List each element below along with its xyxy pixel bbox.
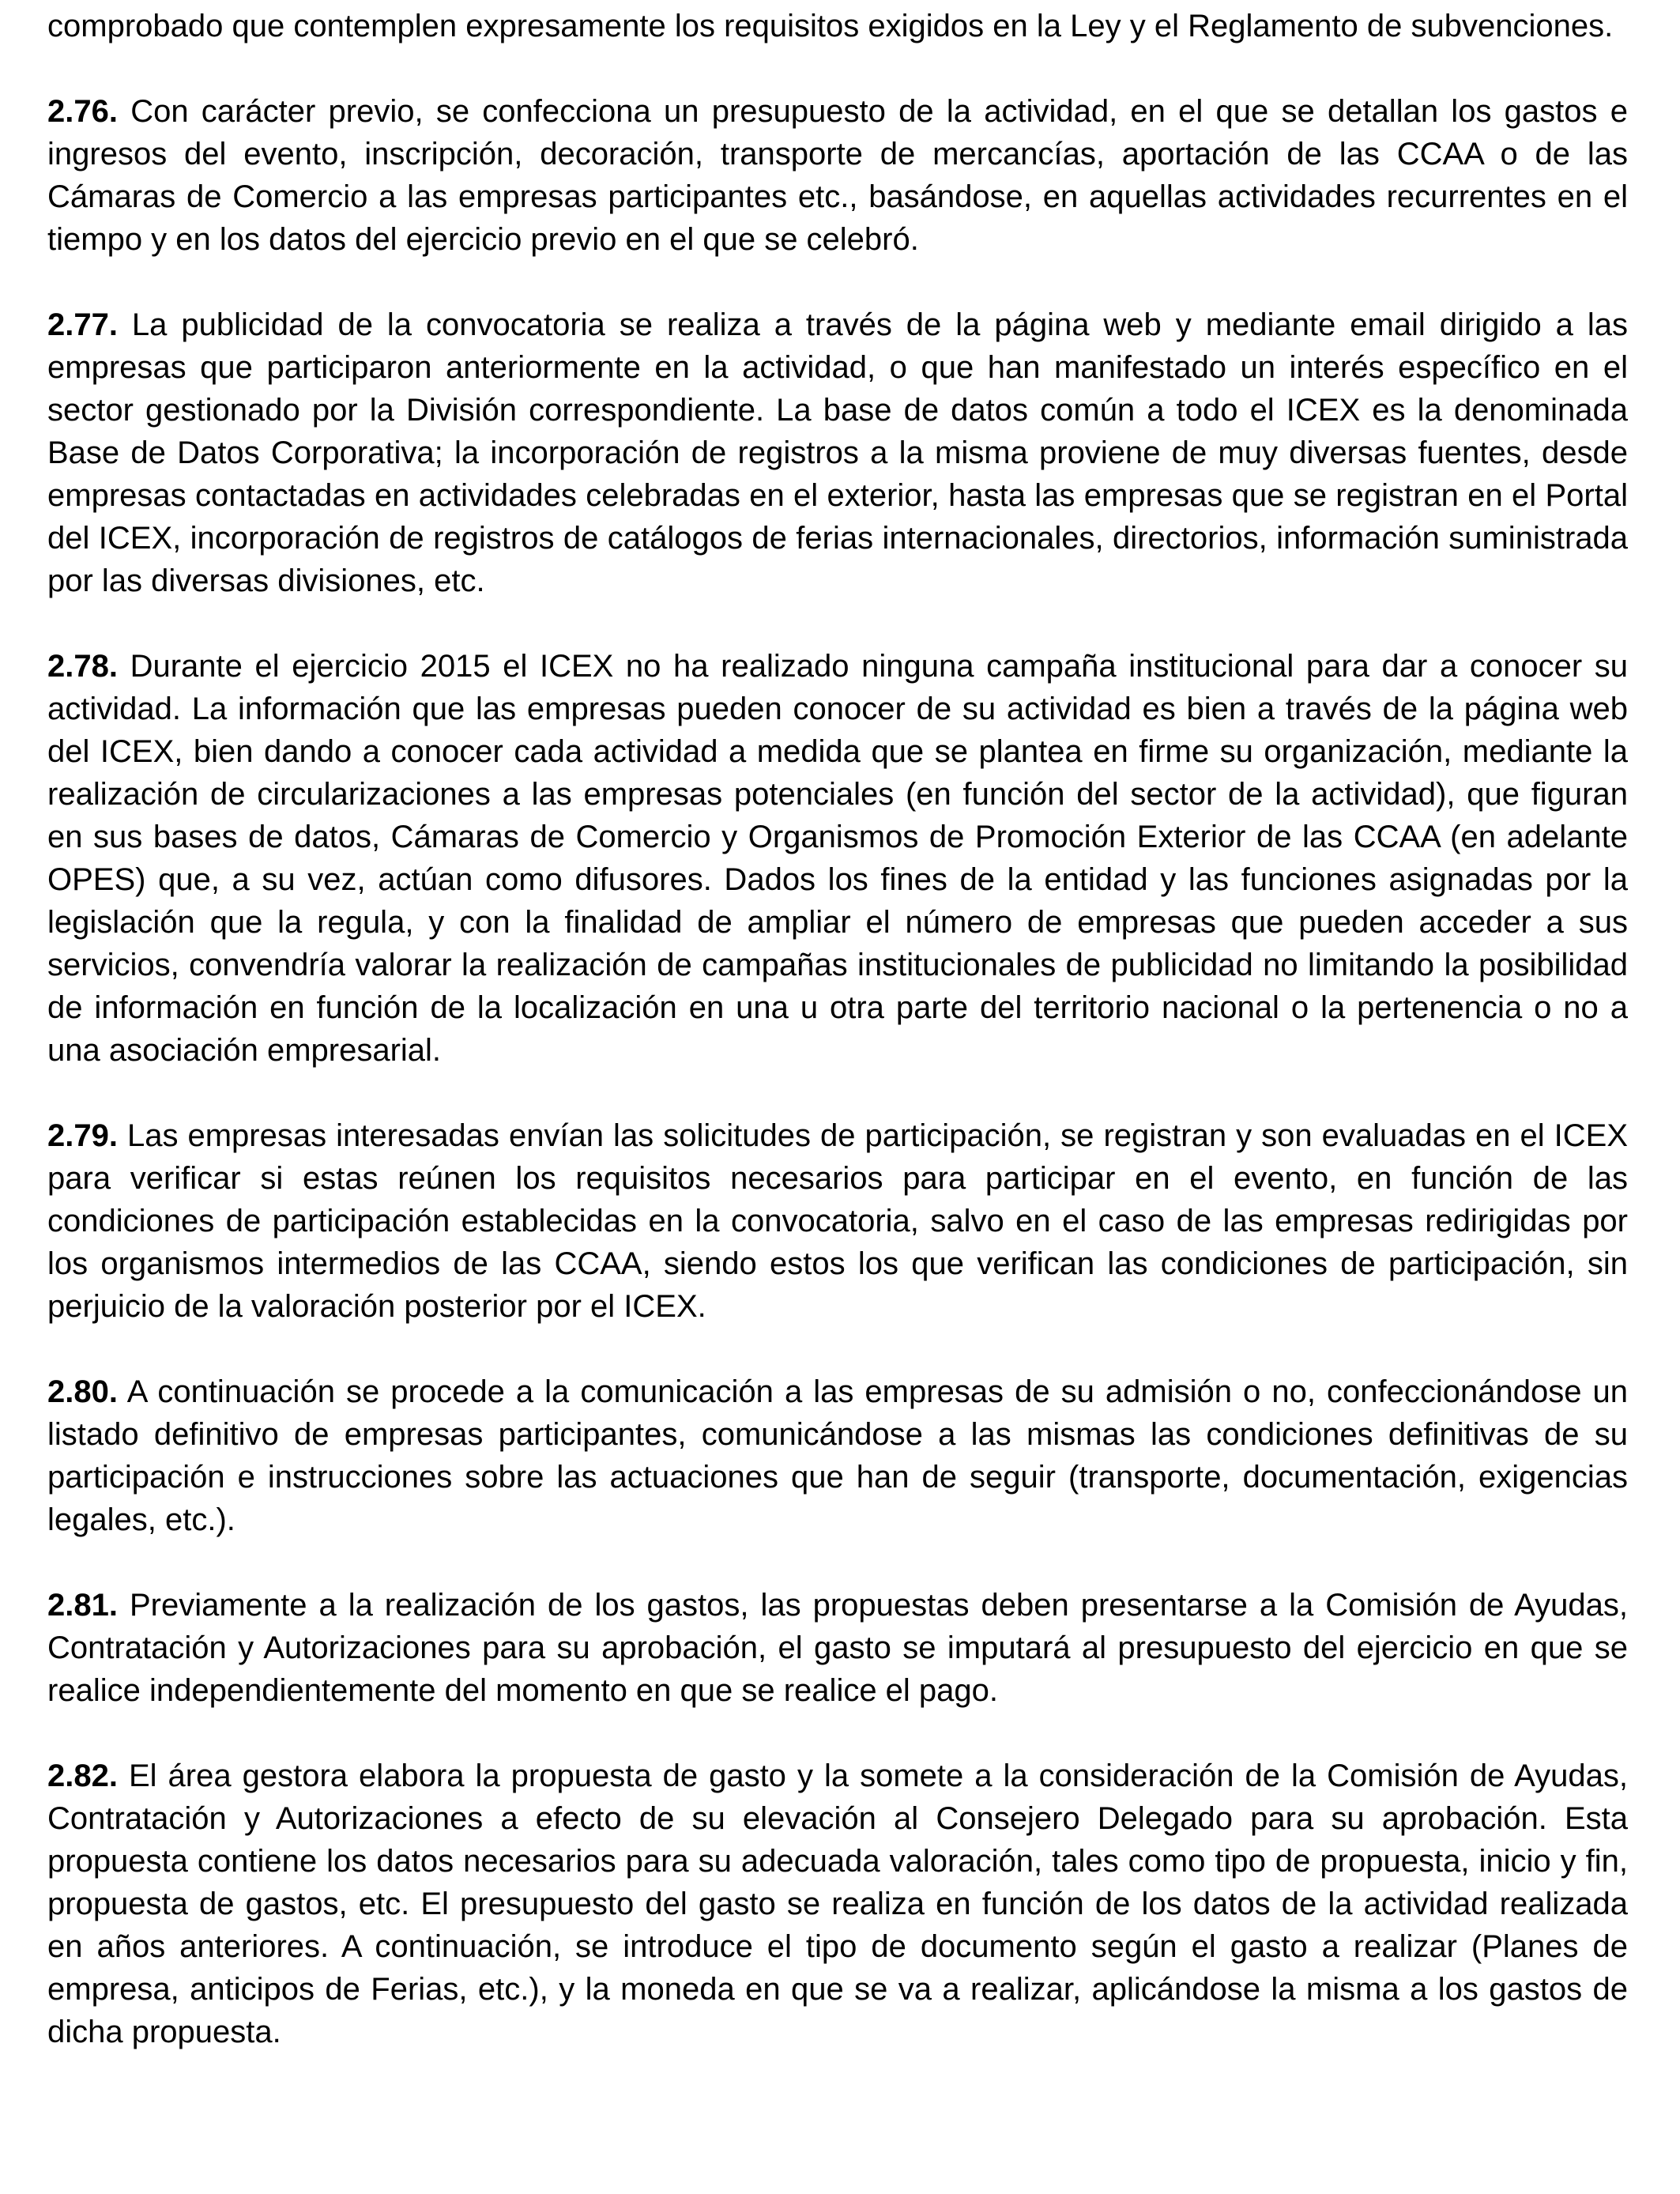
paragraph-text: Durante el ejercicio 2015 el ICEX no ha realizado ninguna campaña institucional para dar a conocer su actividad. La información que las empresas pueden conocer de su actividad es bien a través de la página web del ICEX, bien dando a conocer cada actividad a medida que se plantea en firme su organización, mediante la realización de circularizaciones a las empresas potenciales (en función del sector de la actividad), que figuran en sus bases de datos, Cámaras de Comercio y Organismos de Promoción Exterior de las CCAA (en adelante OPES) que, a su vez, actúan como difusores. Dados los fines de la entidad y las funciones asignadas por la legislación que la regula, y con la finalidad de ampliar el número de empresas que pueden acceder a sus servicios, convendría valorar la realización de campañas institucionales de publicidad no limitando la posibilidad de información en función de la localización en una u otra parte del territorio nacional o la pertenencia o no a una asociación empresarial. <box>47 649 1628 1068</box>
paragraph-2-82 <box>47 1755 1628 2053</box>
paragraph-number: 2.77. <box>47 307 118 342</box>
paragraph-2-76 <box>47 90 1628 261</box>
paragraph-2-78 <box>47 645 1628 1072</box>
paragraph-number: 2.76. <box>47 94 118 129</box>
document-page <box>47 5 1628 2096</box>
paragraph-text: La publicidad de la convocatoria se realiza a través de la página web y mediante email dirigido a las empresas que participaron anteriormente en la actividad, o que han manifestado un interés específico en el sector gestionado por la División correspondiente. La base de datos común a todo el ICEX es la denominada Base de Datos Corporativa; la incorporación de registros a la misma proviene de muy diversas fuentes, desde empresas contactadas en actividades celebradas en el exterior, hasta las empresas que se registran en el Portal del ICEX, incorporación de registros de catálogos de ferias internacionales, directorios, información suministrada por las diversas divisiones, etc. <box>47 307 1628 598</box>
paragraph-text: Con carácter previo, se confecciona un presupuesto de la actividad, en el que se detallan los gastos e ingresos del evento, inscripción, decoración, transporte de mercancías, aportación de las CCAA o de las Cámaras de Comercio a las empresas participantes etc., basándose, en aquellas actividades recurrentes en el tiempo y en los datos del ejercicio previo en el que se celebró. <box>47 94 1628 257</box>
paragraph-text: A continuación se procede a la comunicación a las empresas de su admisión o no, confeccionándose un listado definitivo de empresas participantes, comunicándose a las mismas las condiciones definitivas de su participación e instrucciones sobre las actuaciones que han de seguir (transporte, documentación, exigencias legales, etc.). <box>47 1374 1628 1537</box>
paragraph-text: Las empresas interesadas envían las solicitudes de participación, se registran y son evaluadas en el ICEX para verificar si estas reúnen los requisitos necesarios para participar en el evento, en función de las condiciones de participación establecidas en la convocatoria, salvo en el caso de las empresas redirigidas por los organismos intermedios de las CCAA, siendo estos los que verifican las condiciones de participación, sin perjuicio de la valoración posterior por el ICEX. <box>47 1118 1628 1324</box>
paragraph-2-79 <box>47 1114 1628 1328</box>
paragraph-text: Previamente a la realización de los gastos, las propuestas deben presentarse a la Comisión de Ayudas, Contratación y Autorizaciones para su aprobación, el gasto se imputará al presupuesto del ejercicio en que se realice independientemente del momento en que se realice el pago. <box>47 1588 1628 1708</box>
paragraph-number: 2.79. <box>47 1118 118 1153</box>
paragraph-number: 2.78. <box>47 649 118 684</box>
paragraph-number: 2.81. <box>47 1588 118 1623</box>
paragraph-number: 2.82. <box>47 1759 118 1793</box>
paragraph-text: El área gestora elabora la propuesta de gasto y la somete a la consideración de la Comisión de Ayudas, Contratación y Autorizaciones a efecto de su elevación al Consejero Delegado para su aprobación. Esta propuesta contiene los datos necesarios para su adecuada valoración, tales como tipo de propuesta, inicio y fin, propuesta de gastos, etc. El presupuesto del gasto se realiza en función de los datos de la actividad realizada en años anteriores. A continuación, se introduce el tipo de documento según el gasto a realizar (Planes de empresa, anticipos de Ferias, etc.), y la moneda en que se va a realizar, aplicándose la misma a los gastos de dicha propuesta. <box>47 1759 1628 2049</box>
paragraph-2-77 <box>47 303 1628 602</box>
paragraph-2-81 <box>47 1584 1628 1712</box>
intro-text: comprobado que contemplen expresamente los requisitos exigidos en la Ley y el Reglamento de subvenciones. <box>47 9 1614 43</box>
paragraph-2-80 <box>47 1370 1628 1541</box>
paragraph-number: 2.80. <box>47 1374 118 1409</box>
intro-paragraph <box>47 5 1628 47</box>
